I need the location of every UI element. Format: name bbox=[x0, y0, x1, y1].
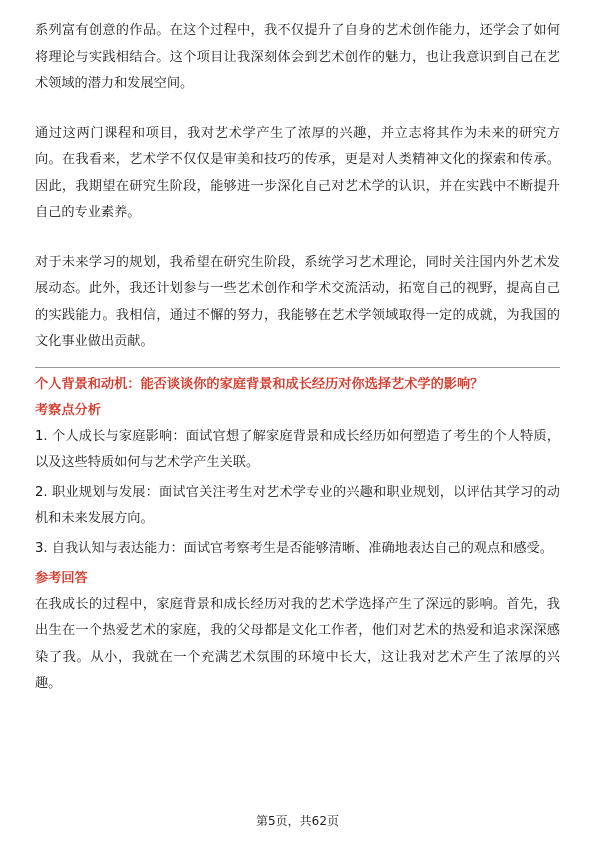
answer-title: 参考回答 bbox=[35, 570, 88, 586]
intro-paragraph-1: 系列富有创意的作品。在这个过程中，我不仅提升了自身的艺术创作能力，还学会了如何将理论与实践相结合。这个项目让我深刻体会到艺术创作的魅力，也让我意识到自己在艺术领域的潜力和发展空间。 bbox=[35, 23, 560, 91]
analysis-title: 考察点分析 bbox=[35, 402, 101, 418]
document-page bbox=[35, 18, 560, 698]
section-divider bbox=[35, 367, 560, 368]
paragraph-gap bbox=[35, 227, 560, 250]
analysis-item-3: 3. 自我认知与表达能力：面试官考察考生是否能够清晰、准确地表达自己的观点和感受。 bbox=[35, 540, 553, 556]
paragraph-gap bbox=[35, 98, 560, 121]
answer-paragraph: 在我成长的过程中，家庭背景和成长经历对我的艺术学选择产生了深远的影响。首先，我出生在一个热爱艺术的家庭，我的父母都是文化工作者，他们对艺术的热爱和追求深深感染了我。从小，我就在一个充满艺术氛围的环境中长大，这让我对艺术产生了浓厚的兴趣。 bbox=[35, 596, 560, 691]
analysis-item-2: 2. 职业规划与发展：面试官关注考生对艺术学专业的兴趣和职业规划，以评估其学习的动机和未来发展方向。 bbox=[35, 484, 560, 526]
intro-paragraph-3: 对于未来学习的规划，我希望在研究生阶段，系统学习艺术理论，同时关注国内外艺术发展动态。此外，我还计划参与一些艺术创作和学术交流活动，拓宽自己的视野，提高自己的实践能力。我相信，通过不懈的努力，我能够在艺术学领域取得一定的成就，为我国的文化事业做出贡献。 bbox=[35, 254, 560, 349]
page-footer: 第5页，共62页 bbox=[256, 814, 339, 828]
interview-question: 个人背景和动机：能否谈谈你的家庭背景和成长经历对你选择艺术学的影响？ bbox=[35, 376, 484, 392]
analysis-item-1: 1. 个人成长与家庭影响：面试官想了解家庭背景和成长经历如何塑造了考生的个人特质，以及这些特质如何与艺术学产生关联。 bbox=[35, 428, 560, 470]
intro-paragraph-2: 通过这两门课程和项目，我对艺术学产生了浓厚的兴趣，并立志将其作为未来的研究方向。在我看来，艺术学不仅仅是审美和技巧的传承，更是对人类精神文化的探索和传承。因此，我期望在研究生阶段，能够进一步深化自己对艺术学的认识，并在实践中不断提升自己的专业素养。 bbox=[35, 125, 560, 220]
